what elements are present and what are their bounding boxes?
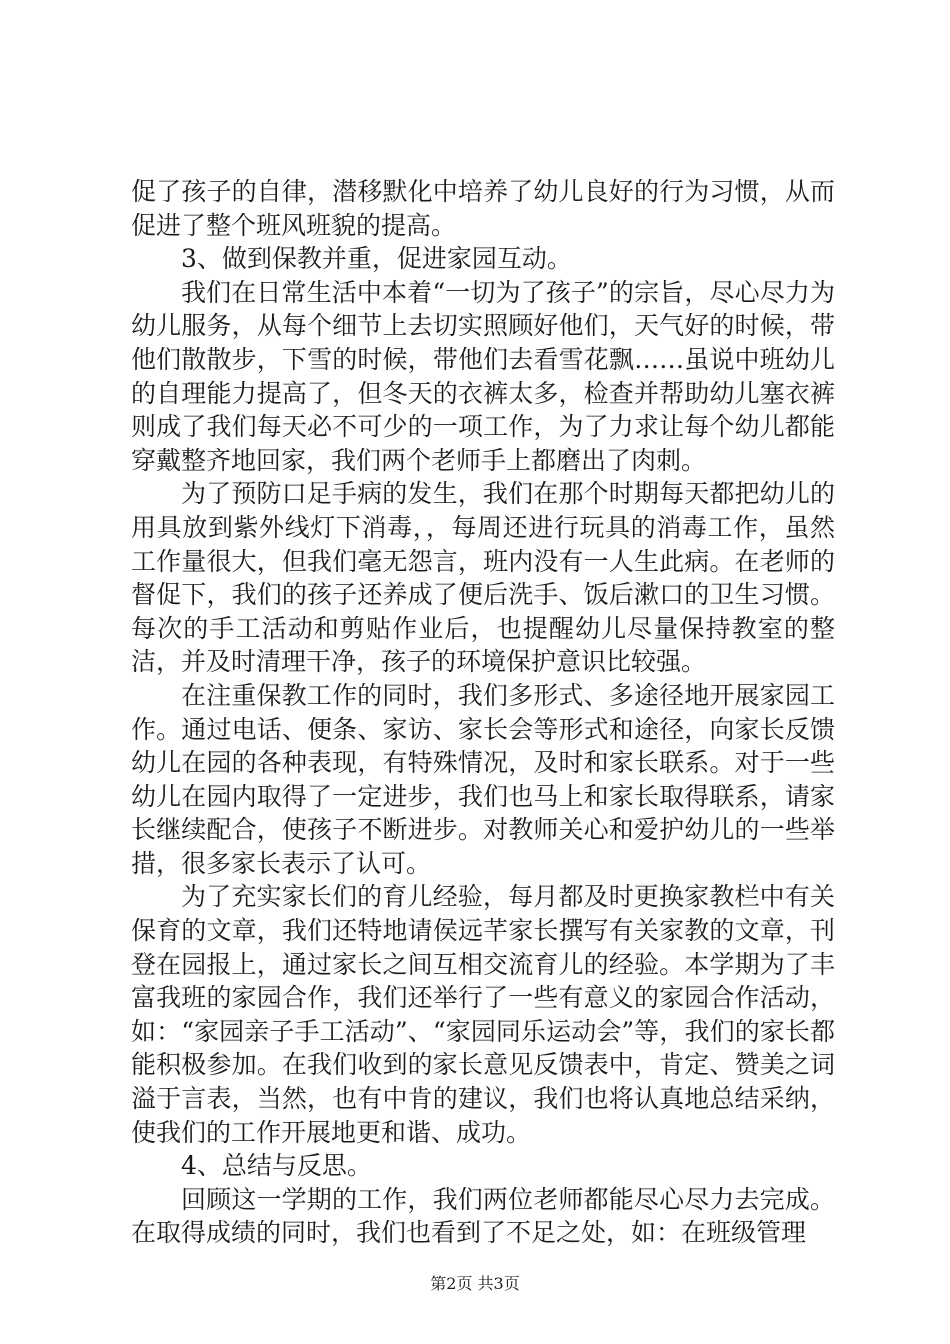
paragraph-6: 回顾这一学期的工作，我们两位老师都能尽心尽力去完成。在取得成绩的同时，我们也看到了不足之处，如：在班级管理 — [131, 1184, 835, 1248]
paragraph-5: 为了充实家长们的育儿经验，每月都及时更换家教栏中有关保育的文章，我们还特地请侯远芊家长撰写有关家教的文章，刊登在园报上，通过家长之间互相交流育儿的经验。本学期为了丰富我班的家园合作，我们还举行了一些有意义的家园合作活动，如：“家园亲子手工活动”、“家园同乐运动会”等，我们的家长都能积极参加。在我们收到的家长意见反馈表中，肯定、赞美之词溢于言表，当然，也有中肯的建议，我们也将认真地总结采纳，使我们的工作开展地更和谐、成功。 — [131, 882, 835, 1147]
paragraph-1: 促了孩子的自律，潜移默化中培养了幼儿良好的行为习惯，从而促进了整个班风班貌的提高。 — [131, 177, 835, 240]
paragraph-4: 在注重保教工作的同时，我们多形式、多途径地开展家园工作。通过电话、便条、家访、家长会等形式和途径，向家长反馈幼儿在园的各种表现，有特殊情况，及时和家长联系。对于一些幼儿在园内取得了一定进步，我们也马上和家长取得联系，请家长继续配合，使孩子不断进步。对教师关心和爱护幼儿的一些举措，很多家长表示了认可。 — [131, 680, 835, 878]
section-heading-4: 4、总结与反思。 — [181, 1151, 372, 1181]
paragraph-2: 我们在日常生活中本着“一切为了孩子”的宗旨，尽心尽力为幼儿服务，从每个细节上去切实照顾好他们，天气好的时候，带他们散散步，下雪的时候，带他们去看雪花飘……虽说中班幼儿的自理能力提高了，但冬天的衣裤太多，检查并帮助幼儿塞衣裤则成了我们每天必不可少的一项工作，为了力求让每个幼儿都能穿戴整齐地回家，我们两个老师手上都磨出了肉刺。 — [131, 277, 835, 475]
paragraph-3: 为了预防口足手病的发生，我们在那个时期每天都把幼儿的用具放到紫外线灯下消毒，，每周还进行玩具的消毒工作，虽然工作量很大，但我们毫无怨言，班内没有一人生此病。在老师的督促下，我们的孩子还养成了便后洗手、饭后漱口的卫生习惯。每次的手工活动和剪贴作业后，也提醒幼儿尽量保持教室的整洁，并及时清理干净，孩子的环境保护意识比较强。 — [131, 479, 835, 677]
section-heading-3: 3、做到保教并重，促进家园互动。 — [181, 244, 572, 274]
document-body — [131, 175, 835, 1250]
page-footer: 第2页 共3页 — [430, 1274, 520, 1293]
